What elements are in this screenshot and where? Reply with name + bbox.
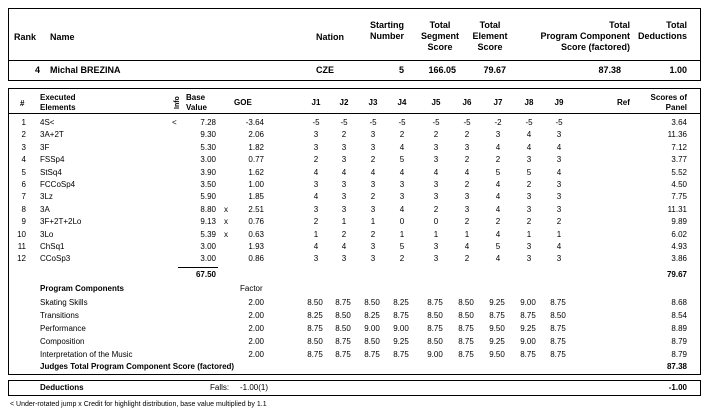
element-num: 11 (17, 242, 26, 251)
element-judge-9: 4 (556, 242, 562, 251)
element-judge-1: 2 (313, 217, 319, 227)
component-judge-6: 8.75 (458, 350, 474, 359)
component-judge-4: 8.75 (393, 350, 409, 359)
component-judge-3: 8.50 (364, 337, 380, 346)
component-judge-8: 9.00 (520, 337, 536, 346)
header-tss-3: Score (427, 42, 453, 52)
skater-start-number: 5 (398, 65, 404, 75)
skater-nation: CZE (316, 65, 334, 75)
element-judge-1: 2 (313, 155, 319, 165)
component-factor: 2.00 (248, 337, 264, 346)
element-judge-2: 4 (341, 167, 347, 177)
element-judge-6: 2 (464, 254, 470, 264)
deductions-falls-value: -1.00(1) (240, 383, 269, 392)
element-judge-4: 3 (399, 192, 405, 202)
header-nation: Nation (316, 32, 344, 42)
skater-pcs: 87.38 (598, 65, 621, 75)
component-judge-5: 8.75 (427, 324, 443, 333)
component-judge-8: 8.75 (520, 350, 536, 359)
element-judge-6: 2 (464, 217, 470, 227)
element-judge-9: 1 (556, 229, 562, 239)
element-credit-marker: x (224, 204, 228, 214)
component-judge-6: 8.50 (458, 311, 474, 320)
element-code: 3F (40, 142, 50, 152)
component-judge-9: 8.75 (550, 324, 566, 333)
element-num: 2 (21, 130, 26, 140)
component-judge-9: 8.75 (550, 350, 566, 359)
element-judge-5: -5 (432, 118, 440, 127)
elements-header-scores (640, 93, 687, 113)
element-judge-3: 3 (370, 180, 376, 189)
element-judge-8: 2 (526, 217, 532, 227)
component-judge-1: 8.25 (307, 311, 323, 320)
element-num: 5 (21, 167, 26, 177)
element-judge-4: 2 (399, 130, 405, 140)
header-starting-number (362, 20, 412, 42)
element-base-value: 3.50 (200, 180, 216, 189)
element-goe: 1.62 (248, 167, 264, 177)
component-factor: 2.00 (248, 350, 264, 359)
element-panel-score: 7.75 (671, 192, 687, 202)
elements-header-base (186, 93, 207, 113)
element-judge-8: -5 (525, 118, 533, 127)
footnote: < Under-rotated jump x Credit for highlight distribution, base value multiplied by 1.1 (10, 401, 267, 408)
component-factor: 2.00 (248, 324, 264, 333)
component-judge-5: 9.00 (427, 350, 443, 359)
element-judge-3: 3 (370, 130, 376, 140)
element-judge-5: 4 (433, 167, 439, 177)
header-name: Name (50, 32, 75, 42)
element-judge-2: 3 (341, 192, 347, 202)
element-judge-5: 2 (433, 204, 439, 214)
element-judge-9: 4 (556, 142, 562, 152)
skater-deductions: 1.00 (669, 65, 687, 75)
element-judge-5: 3 (433, 242, 439, 251)
element-judge-9: 3 (556, 155, 562, 165)
component-judge-5: 8.50 (427, 337, 443, 346)
element-judge-9: 3 (556, 180, 562, 189)
element-judge-8: 3 (526, 155, 532, 165)
component-judge-1: 8.50 (307, 337, 323, 346)
component-judge-9: 8.75 (550, 298, 566, 307)
component-judge-8: 9.25 (520, 324, 536, 333)
element-judge-3: 3 (370, 142, 376, 152)
element-credit-marker: x (224, 229, 228, 239)
header-tss-2: Segment (420, 31, 459, 41)
element-judge-3: -5 (369, 118, 377, 127)
component-judge-1: 8.50 (307, 298, 323, 307)
elements-header-elem-1: Executed (40, 93, 76, 102)
judge-header-8: J8 (524, 98, 534, 107)
element-code: 3A (40, 204, 50, 214)
element-judge-3: 3 (370, 254, 376, 264)
elements-header-rule (8, 113, 701, 114)
component-judge-9: 8.75 (550, 337, 566, 346)
header-ded-2: Deductions (637, 31, 687, 41)
element-info: < (172, 118, 177, 127)
element-judge-3: 1 (370, 217, 376, 227)
header-tes-2: Element (472, 31, 508, 41)
component-judge-7: 9.50 (489, 324, 505, 333)
component-judge-4: 8.25 (393, 298, 409, 307)
element-judge-2: 4 (341, 242, 347, 251)
element-judge-6: 2 (464, 130, 470, 140)
element-base-value: 5.90 (200, 192, 216, 202)
header-deductions (630, 20, 687, 42)
element-judge-3: 3 (370, 204, 376, 214)
element-goe: 1.93 (248, 242, 264, 251)
element-judge-8: 3 (526, 192, 532, 202)
element-panel-score: 5.52 (671, 167, 687, 177)
element-judge-7: 4 (495, 192, 501, 202)
element-judge-6: 2 (464, 155, 470, 165)
header-tes (462, 20, 518, 53)
element-panel-score: 4.93 (671, 242, 687, 251)
element-judge-4: -5 (398, 118, 406, 127)
judge-header-1: J1 (311, 98, 321, 107)
judge-header-5: J5 (431, 98, 441, 107)
elements-header-elements (40, 93, 76, 113)
element-judge-2: 3 (341, 180, 347, 189)
element-panel-score: 3.86 (671, 254, 687, 264)
judge-header-9: J9 (554, 98, 564, 107)
judge-header-2: J2 (339, 98, 349, 107)
judge-header-4: J4 (397, 98, 407, 107)
deductions-total: -1.00 (668, 383, 687, 392)
element-code: CCoSp3 (40, 254, 71, 264)
component-judge-8: 8.75 (520, 311, 536, 320)
element-judge-2: 2 (341, 229, 347, 239)
element-goe: -3.64 (245, 118, 264, 127)
component-judge-5: 8.75 (427, 298, 443, 307)
element-judge-4: 4 (399, 142, 405, 152)
component-judge-5: 8.50 (427, 311, 443, 320)
header-starting-1: Starting (369, 20, 404, 30)
element-panel-score: 11.31 (667, 204, 687, 214)
component-panel-score: 8.79 (671, 350, 687, 359)
element-judge-9: 3 (556, 130, 562, 140)
element-panel-score: 11.36 (667, 130, 687, 140)
header-pcs-3: Score (factored) (560, 42, 630, 52)
component-name: Composition (40, 337, 85, 346)
header-tss-1: Total (429, 20, 451, 30)
element-num: 10 (17, 229, 26, 239)
components-factor-header: Factor (240, 284, 263, 293)
element-num: 6 (21, 180, 26, 189)
component-judge-7: 9.25 (489, 298, 505, 307)
element-goe: 2.51 (248, 204, 264, 214)
element-judge-3: 2 (370, 229, 376, 239)
component-judge-1: 8.75 (307, 350, 323, 359)
element-judge-4: 4 (399, 204, 405, 214)
element-judge-9: 2 (556, 217, 562, 227)
component-judge-7: 8.75 (489, 311, 505, 320)
element-goe: 2.06 (248, 130, 264, 140)
element-judge-1: 3 (313, 180, 319, 189)
element-code: ChSq1 (40, 242, 65, 251)
element-judge-2: 3 (341, 155, 347, 165)
component-panel-score: 8.68 (671, 298, 687, 307)
element-judge-3: 3 (370, 242, 376, 251)
element-base-value: 8.80 (200, 204, 216, 214)
element-judge-1: 3 (313, 142, 319, 152)
element-judge-4: 5 (399, 155, 405, 165)
element-judge-8: 4 (526, 142, 532, 152)
component-judge-6: 8.75 (458, 337, 474, 346)
element-judge-9: 3 (556, 254, 562, 264)
element-base-value: 5.39 (200, 229, 216, 239)
pcs-total-label: Judges Total Program Component Score (factored) (40, 362, 235, 371)
component-judge-2: 8.50 (335, 311, 351, 320)
element-judge-6: 3 (464, 142, 470, 152)
element-judge-4: 0 (399, 217, 405, 227)
elements-header-scores-2: Panel (665, 103, 687, 112)
element-judge-2: 3 (341, 254, 347, 264)
header-tes-1: Total (479, 20, 501, 30)
pcs-total-score: 87.38 (666, 362, 687, 371)
element-judge-5: 3 (433, 142, 439, 152)
element-credit-marker: x (224, 217, 228, 227)
element-judge-5: 3 (433, 155, 439, 165)
element-panel-score: 9.89 (671, 217, 687, 227)
component-name: Performance (40, 324, 86, 333)
elements-total-base: 67.50 (195, 270, 216, 279)
elements-total-rule (178, 267, 218, 268)
element-judge-1: 4 (313, 242, 319, 251)
component-panel-score: 8.79 (671, 337, 687, 346)
element-judge-7: 2 (495, 217, 501, 227)
component-factor: 2.00 (248, 311, 264, 320)
element-judge-4: 5 (399, 242, 405, 251)
elements-header-base-2: Value (186, 103, 207, 112)
elements-total-score: 79.67 (666, 270, 687, 279)
element-judge-4: 1 (399, 229, 405, 239)
deductions-label: Deductions (40, 383, 84, 392)
element-base-value: 3.00 (200, 254, 216, 264)
component-judge-3: 8.50 (364, 298, 380, 307)
elements-header-goe: GOE (234, 98, 252, 107)
element-judge-7: 4 (495, 204, 501, 214)
components-title: Program Components (40, 284, 125, 293)
element-judge-6: 3 (464, 192, 470, 202)
elements-header-scores-1: Scores of (650, 93, 687, 102)
element-judge-2: 1 (341, 217, 347, 227)
component-judge-9: 8.50 (550, 311, 566, 320)
elements-header-ref: Ref (617, 98, 630, 107)
element-judge-2: 3 (341, 142, 347, 152)
element-judge-1: 3 (313, 254, 319, 264)
element-judge-6: 2 (464, 180, 470, 189)
component-judge-4: 9.25 (393, 337, 409, 346)
element-judge-2: 2 (341, 130, 347, 140)
header-pcs-2: Program Component (540, 31, 630, 41)
element-code: 3F+2T+2Lo (40, 217, 82, 227)
element-goe: 1.00 (248, 180, 264, 189)
element-panel-score: 7.12 (671, 142, 687, 152)
header-tss (412, 20, 468, 53)
component-judge-4: 9.00 (393, 324, 409, 333)
component-judge-3: 8.25 (364, 311, 380, 320)
header-pcs-1: Total (609, 20, 630, 30)
judge-header-3: J3 (368, 98, 378, 107)
element-base-value: 3.00 (200, 155, 216, 165)
element-judge-7: 4 (495, 180, 501, 189)
skater-rank: 4 (34, 65, 40, 75)
element-judge-1: 4 (313, 192, 319, 202)
header-pcs (520, 20, 630, 53)
element-goe: 0.76 (248, 217, 264, 227)
element-judge-7: 3 (495, 130, 501, 140)
element-code: 3Lz (40, 192, 53, 202)
element-judge-3: 2 (370, 192, 376, 202)
element-judge-5: 3 (433, 254, 439, 264)
element-judge-1: -5 (312, 118, 320, 127)
element-num: 12 (17, 254, 26, 264)
element-judge-1: 3 (313, 130, 319, 140)
element-judge-6: 1 (464, 229, 470, 239)
component-judge-4: 8.75 (393, 311, 409, 320)
element-judge-7: -2 (494, 118, 502, 127)
judge-header-7: J7 (493, 98, 503, 107)
element-judge-4: 3 (399, 180, 405, 189)
deductions-falls-label: Falls: (210, 383, 230, 392)
component-factor: 2.00 (248, 298, 264, 307)
element-judge-7: 2 (495, 155, 501, 165)
element-judge-2: -5 (340, 118, 348, 127)
element-base-value: 5.30 (200, 142, 216, 152)
element-judge-6: 3 (464, 204, 470, 214)
element-judge-5: 3 (433, 192, 439, 202)
element-panel-score: 4.50 (671, 180, 687, 189)
elements-header-num: # (20, 99, 25, 108)
element-base-value: 9.30 (200, 130, 216, 140)
element-judge-7: 5 (495, 167, 501, 177)
element-code: 4S< (40, 118, 55, 127)
element-judge-6: -5 (463, 118, 471, 127)
element-judge-9: 4 (556, 167, 562, 177)
element-panel-score: 3.77 (671, 155, 687, 165)
element-num: 4 (21, 155, 26, 165)
element-judge-6: 4 (464, 242, 470, 251)
element-goe: 0.77 (248, 155, 264, 165)
element-base-value: 3.90 (200, 167, 216, 177)
element-judge-5: 1 (433, 229, 439, 239)
element-judge-1: 1 (313, 229, 319, 239)
element-judge-2: 3 (341, 204, 347, 214)
element-judge-7: 4 (495, 142, 501, 152)
component-name: Skating Skills (40, 298, 88, 307)
element-judge-7: 4 (495, 229, 501, 239)
header-starting-2: Number (369, 31, 404, 41)
element-judge-9: -5 (555, 118, 563, 127)
element-judge-1: 3 (313, 204, 319, 214)
elements-header-elem-2: Elements (40, 103, 76, 112)
element-judge-4: 4 (399, 167, 405, 177)
component-name: Transitions (40, 311, 79, 320)
element-judge-9: 3 (556, 192, 562, 202)
header-rank: Rank (14, 32, 37, 42)
component-judge-7: 9.25 (489, 337, 505, 346)
element-goe: 1.82 (248, 142, 264, 152)
element-code: FCCoSp4 (40, 180, 76, 189)
element-judge-3: 2 (370, 155, 376, 165)
element-judge-5: 3 (433, 180, 439, 189)
element-code: FSSp4 (40, 155, 65, 165)
header-tes-3: Score (477, 42, 503, 52)
component-judge-2: 8.50 (335, 324, 351, 333)
element-judge-8: 5 (526, 167, 532, 177)
element-panel-score: 3.64 (671, 118, 687, 127)
element-code: 3Lo (40, 229, 54, 239)
element-judge-1: 4 (313, 167, 319, 177)
header-ded-1: Total (666, 20, 687, 30)
component-judge-2: 8.75 (335, 350, 351, 359)
element-judge-7: 5 (495, 242, 501, 251)
element-code: StSq4 (40, 167, 62, 177)
element-judge-8: 1 (526, 229, 532, 239)
component-judge-3: 9.00 (364, 324, 380, 333)
component-judge-1: 8.75 (307, 324, 323, 333)
component-judge-6: 8.50 (458, 298, 474, 307)
component-panel-score: 8.54 (671, 311, 687, 320)
element-judge-3: 4 (370, 167, 376, 177)
element-judge-4: 2 (399, 254, 405, 264)
element-panel-score: 6.02 (671, 229, 687, 239)
elements-header-base-1: Base (186, 93, 206, 102)
component-judge-6: 8.75 (458, 324, 474, 333)
judge-header-6: J6 (462, 98, 472, 107)
component-panel-score: 8.89 (671, 324, 687, 333)
skater-tes: 79.67 (483, 65, 506, 75)
element-num: 3 (21, 142, 26, 152)
element-judge-5: 0 (433, 217, 439, 227)
element-code: 3A+2T (40, 130, 64, 140)
element-judge-8: 3 (526, 242, 532, 251)
element-goe: 1.85 (248, 192, 264, 202)
element-judge-6: 4 (464, 167, 470, 177)
header-bottom-rule (8, 60, 701, 61)
element-judge-8: 4 (526, 130, 532, 140)
element-judge-8: 3 (526, 204, 532, 214)
element-judge-8: 3 (526, 254, 532, 264)
deductions-box (8, 380, 701, 396)
elements-header-info: Info (174, 96, 181, 109)
component-judge-2: 8.75 (335, 337, 351, 346)
element-base-value: 7.28 (200, 118, 216, 127)
element-goe: 0.63 (248, 229, 264, 239)
element-judge-8: 2 (526, 180, 532, 189)
component-judge-3: 8.75 (364, 350, 380, 359)
element-num: 7 (21, 192, 26, 202)
element-base-value: 3.00 (200, 242, 216, 251)
component-name: Interpretation of the Music (40, 350, 133, 359)
element-judge-9: 3 (556, 204, 562, 214)
element-goe: 0.86 (248, 254, 264, 264)
component-judge-8: 9.00 (520, 298, 536, 307)
component-judge-2: 8.75 (335, 298, 351, 307)
element-num: 1 (21, 118, 26, 127)
element-judge-5: 2 (433, 130, 439, 140)
skater-tss: 166.05 (428, 65, 456, 75)
component-judge-7: 9.50 (489, 350, 505, 359)
element-num: 8 (21, 204, 26, 214)
skater-name: Michal BREZINA (50, 65, 121, 75)
element-judge-7: 4 (495, 254, 501, 264)
element-base-value: 9.13 (200, 217, 216, 227)
element-num: 9 (21, 217, 26, 227)
